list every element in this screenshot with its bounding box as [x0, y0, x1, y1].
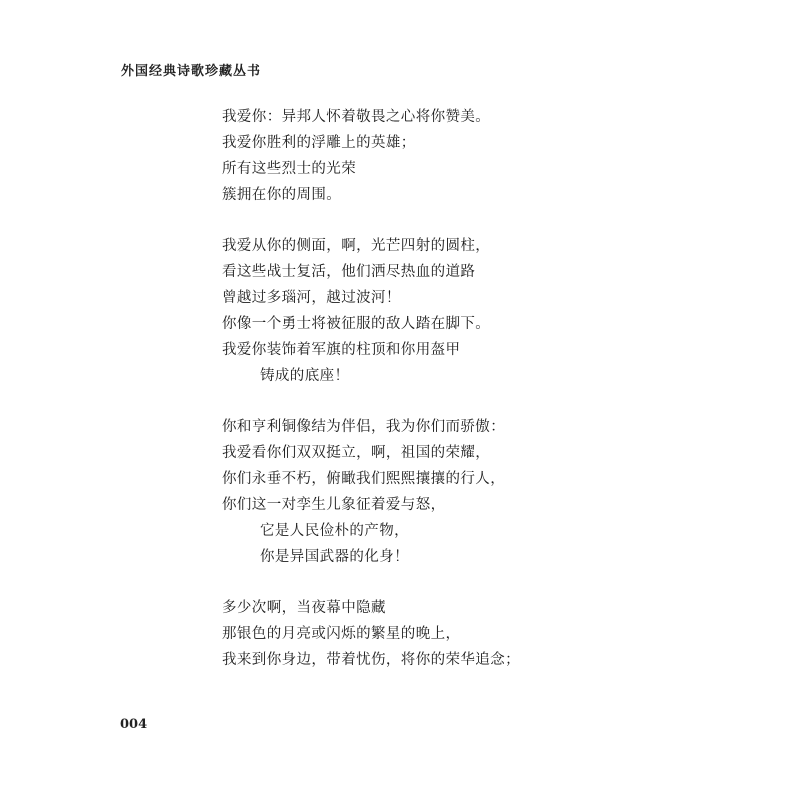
poem-line: 曾越过多瑙河，越过波河！	[222, 290, 401, 306]
poem-line: 看这些战士复活，他们洒尽热血的道路	[222, 264, 476, 280]
poem-line: 多少次啊，当夜幕中隐藏	[222, 600, 386, 616]
poem-line: 簇拥在你的周围。	[222, 187, 342, 203]
poem-line: 我爱你胜利的浮雕上的英雄；	[222, 135, 416, 151]
stanza-1	[222, 104, 782, 208]
poem-line: 你们这一对孪生儿象征着爱与怒，	[222, 497, 446, 513]
poem-line: 我爱看你们双双挺立，啊，祖国的荣耀，	[222, 445, 491, 461]
poem-line: 你像一个勇士将被征服的敌人踏在脚下。	[222, 316, 491, 332]
stanza-2	[222, 233, 782, 389]
poem-line-indented: 它是人民俭朴的产物，	[260, 523, 409, 539]
poem-line: 我爱从你的侧面，啊，光芒四射的圆柱，	[222, 238, 491, 254]
poem-line: 我爱你装饰着军旗的柱顶和你用盔甲	[222, 342, 461, 358]
stanza-4	[222, 595, 782, 673]
poem-line-indented: 你是异国武器的化身！	[260, 549, 409, 565]
series-title: 外国经典诗歌珍藏丛书	[121, 64, 262, 79]
stanza-3	[222, 414, 782, 570]
poem-body	[222, 104, 782, 698]
poem-line: 我爱你：异邦人怀着敬畏之心将你赞美。	[222, 109, 491, 125]
page-number: 004	[120, 717, 148, 732]
poem-line-indented: 铸成的底座！	[260, 368, 350, 384]
poem-line: 我来到你身边，带着忧伤，将你的荣华追念；	[222, 652, 520, 668]
poem-line: 你和亨利铜像结为伴侣，我为你们而骄傲：	[222, 419, 506, 435]
poem-line: 那银色的月亮或闪烁的繁星的晚上，	[222, 626, 461, 642]
poem-line: 所有这些烈士的光荣	[222, 161, 357, 177]
poem-line: 你们永垂不朽，俯瞰我们熙熙攘攘的行人，	[222, 471, 506, 487]
